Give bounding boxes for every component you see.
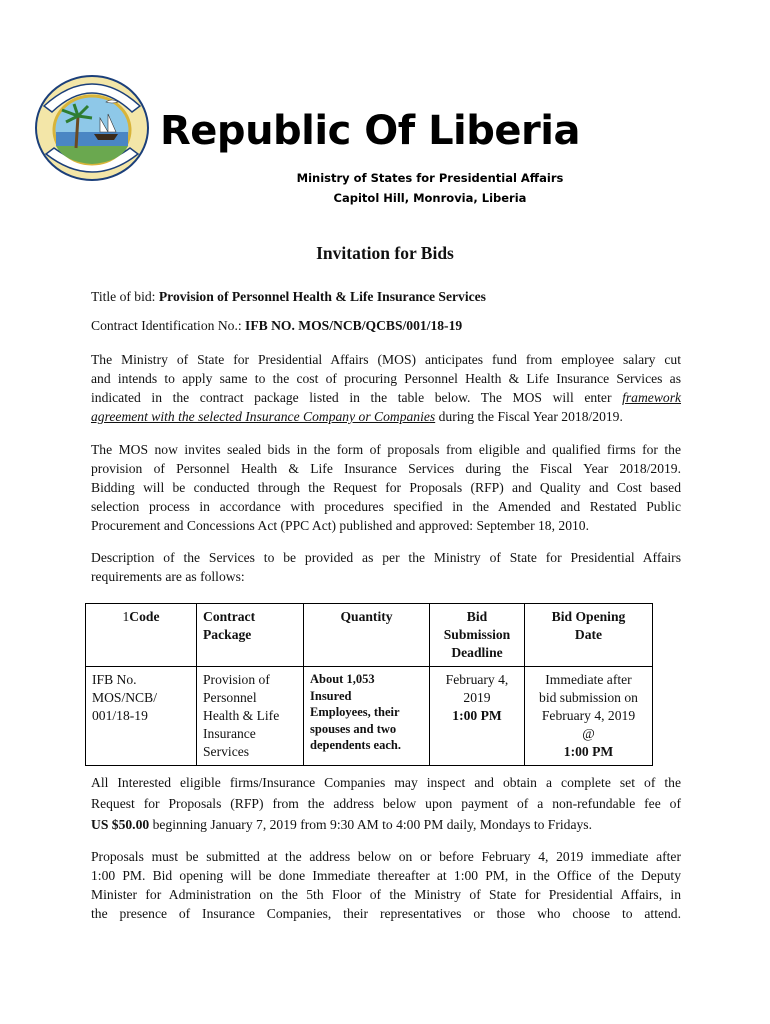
para5-line: 1:00 PM. Bid opening will be done Immediate thereafter at 1:00 PM, in the Office of the Deputy	[91, 868, 681, 883]
cell-quantity	[304, 667, 430, 766]
para4-line: Request for Proposals (RFP) from the address below upon payment of a non-refundable fee of	[91, 796, 681, 811]
bids-table	[85, 603, 653, 766]
title-of-bid-value: Provision of Personnel Health & Life Insurance Services	[158, 289, 486, 304]
para1-line	[91, 388, 681, 407]
para5-line: Minister for Administration on the 5th Floor of the Ministry of State for Presidential Affairs, in	[91, 887, 681, 902]
cell-deadline	[430, 667, 525, 766]
paragraph-submission	[91, 847, 681, 923]
header-text: Bid	[466, 609, 488, 624]
para5-line: Proposals must be submitted at the address below on or before February 4, 2019 immediate after	[91, 849, 681, 864]
cell-text: Employees, their	[310, 705, 400, 719]
header-opening-date	[525, 604, 653, 667]
para1-text: indicated in the contract package listed in the table below. The MOS will enter	[91, 390, 612, 405]
para5-line: the presence of Insurance Companies, their representatives or those who choose to attend.	[91, 906, 681, 921]
paragraph-invitation	[91, 440, 681, 535]
cell-package	[197, 667, 304, 766]
cell-text: dependents each.	[310, 738, 401, 752]
cell-code	[86, 667, 197, 766]
para3-line: Description of the Services to be provided as per the Ministry of State for Presidential Affairs	[91, 550, 681, 565]
cell-text: Services	[203, 744, 250, 759]
cell-text: bid submission on	[539, 690, 638, 705]
header-text: Package	[203, 627, 252, 642]
para1-line: The Ministry of State for Presidential Affairs (MOS) anticipates fund from employee salary cut	[91, 352, 681, 367]
header-code	[86, 604, 197, 667]
header-text: Date	[574, 627, 603, 642]
cell-text: About 1,053	[310, 672, 375, 686]
cell-text: Provision of	[203, 672, 270, 687]
cell-text: February 4, 2019	[541, 708, 636, 723]
ministry-name: Ministry of States for Presidential Affairs	[296, 171, 564, 185]
cell-text: Personnel	[203, 690, 257, 705]
contract-id-value: IFB NO. MOS/NCB/QCBS/001/18-19	[245, 318, 463, 333]
cell-text: Immediate after	[545, 672, 632, 687]
contract-id-label: Contract Identification No.:	[91, 318, 242, 333]
document-title: Invitation for Bids	[316, 243, 454, 263]
paragraph-intro	[91, 350, 681, 426]
seal-ship	[94, 134, 118, 140]
title-of-bid	[91, 287, 681, 306]
title-of-bid-label: Title of bid:	[91, 289, 156, 304]
framework-link: framework	[622, 390, 682, 405]
fee-amount: US $50.00	[91, 817, 150, 832]
para2-line: selection process in accordance with procedures specified in the Amended and Restated Public	[91, 499, 681, 514]
para2-line: Bidding will be conducted through the Request for Proposals (RFP) and Quality and Cost based	[91, 480, 681, 495]
cell-text: Insured	[310, 688, 352, 703]
para1-text: during the Fiscal Year 2018/2019.	[438, 409, 623, 424]
para3-line: requirements are as follows:	[91, 569, 245, 584]
header-code-prefix: 1	[122, 609, 130, 624]
contract-id	[91, 316, 681, 335]
header-deadline	[430, 604, 525, 667]
seal-palm-trunk	[76, 116, 78, 148]
cell-text: 2019	[463, 690, 491, 705]
para4-line: All Interested eligible firms/Insurance Companies may inspect and obtain a complete set of the	[91, 775, 681, 790]
cell-text: @	[582, 726, 595, 741]
cell-text: MOS/NCB/	[92, 690, 157, 705]
framework-link-cont: agreement with the selected Insurance Company or Companies	[91, 409, 436, 424]
paragraph-rfp	[91, 772, 681, 835]
table-row	[86, 667, 653, 766]
cell-text: 1:00 PM	[452, 708, 502, 723]
header-text: Submission	[443, 627, 511, 642]
header-text: Contract	[203, 609, 256, 624]
para2-line: Procurement and Concessions Act (PPC Act) published and approved: September 18, 2010.	[91, 518, 589, 533]
cell-text: 001/18-19	[92, 708, 148, 723]
para2-line: provision of Personnel Health & Life Insurance Services during the Fiscal Year 2018/2019.	[91, 461, 681, 476]
para1-line: and intends to apply same to the cost of procuring Personnel Health & Life Insurance Services as	[91, 371, 681, 386]
para4-line	[91, 814, 681, 835]
page-title: Republic Of Liberia	[160, 108, 580, 154]
cell-text: Health & Life	[203, 708, 280, 723]
table-header-row	[86, 604, 653, 667]
header-text: Bid Opening	[551, 609, 626, 624]
para2-line: The MOS now invites sealed bids in the form of proposals from eligible and qualified firms for the	[91, 442, 681, 457]
cell-text: February 4,	[445, 672, 509, 687]
cell-text: IFB No.	[92, 672, 137, 687]
cell-text: Insurance	[203, 726, 256, 741]
cell-text: spouses and two	[310, 721, 397, 736]
header-quantity: Quantity	[304, 604, 430, 667]
header-text: Deadline	[451, 645, 503, 660]
liberia-seal-icon	[30, 66, 154, 188]
cell-text: 1:00 PM	[563, 744, 614, 759]
header-contract-package	[197, 604, 304, 667]
cell-opening-date	[525, 667, 653, 766]
paragraph-description	[91, 548, 681, 586]
ministry-address: Capitol Hill, Monrovia, Liberia	[333, 191, 527, 205]
header-code-text: Code	[129, 609, 160, 624]
para1-line	[91, 407, 681, 426]
para4-text: beginning January 7, 2019 from 9:30 AM to 4:00 PM daily, Mondays to Fridays.	[152, 817, 592, 832]
